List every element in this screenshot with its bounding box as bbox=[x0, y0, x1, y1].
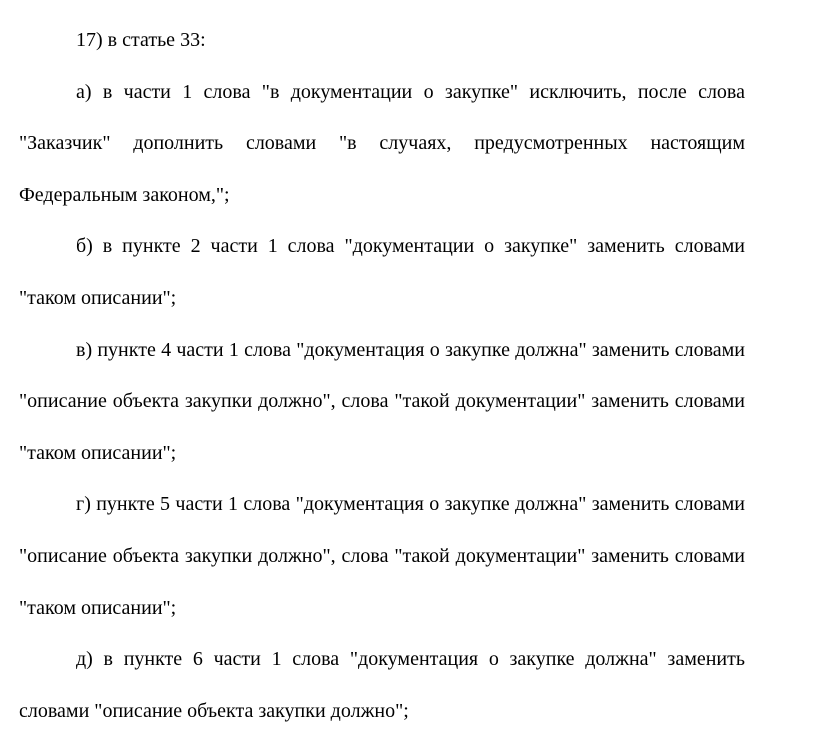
amendment-item-g: г) пункте 5 части 1 слова "документация о закупке должна" заменить словами "описание объекта закупки должно", слова "такой документации" заменить словами "таком описании"; bbox=[19, 493, 745, 619]
amendment-item-d: д) в пункте 6 части 1 слова "документация о закупке должна" заменить словами "описание объекта закупки должно"; bbox=[19, 648, 745, 722]
amendment-item-a: а) в части 1 слова "в документации о закупке" исключить, после слова "Заказчик" дополнить словами "в случаях, предусмотренных настоящим Федеральным законом,"; bbox=[19, 80, 745, 206]
amendment-item-v: в) пункте 4 части 1 слова "документация о закупке должна" заменить словами "описание объекта закупки должно", слова "такой документации" заменить словами "таком описании"; bbox=[19, 338, 745, 464]
article-heading: 17) в статье 33: bbox=[76, 29, 206, 51]
amendment-item-b: б) в пункте 2 части 1 слова "документации о закупке" заменить словами "таком описании"; bbox=[19, 235, 745, 309]
